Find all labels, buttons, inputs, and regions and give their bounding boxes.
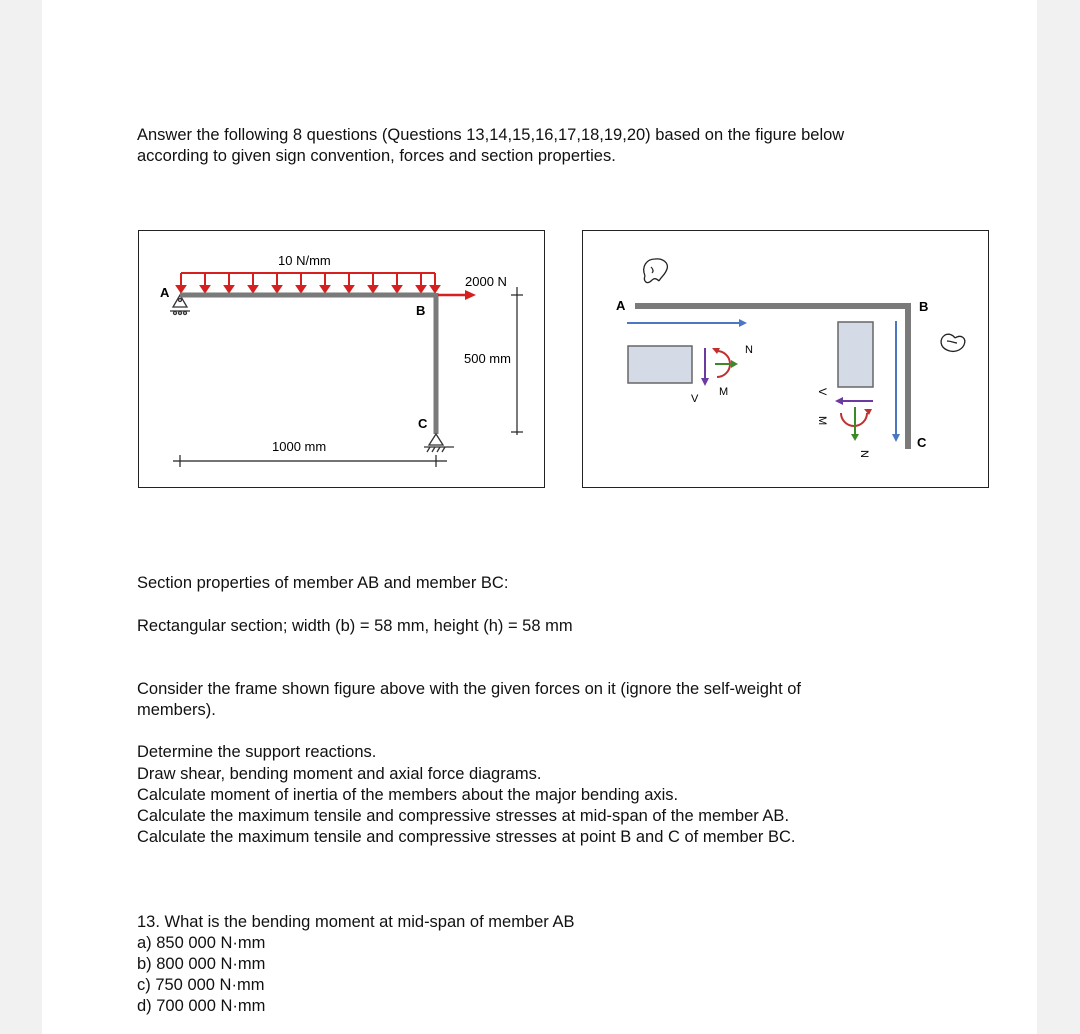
distributed-load-label: 10 N/mm [278,253,331,268]
viewer-face-detail-icon [651,267,653,273]
answer-option-a[interactable]: a) 850 000 N·mm [137,934,266,952]
pin-support-a [170,295,190,315]
ab-axial-arrowhead [731,360,738,368]
task-item: Calculate the maximum tensile and compressive stresses at mid-span of the member AB. [137,807,790,825]
viewer-face-right-detail-icon [947,341,957,343]
task-item: Determine the support reactions. [137,743,377,761]
frame-diagram [139,231,543,486]
ab-shear-label: V [691,393,699,405]
label-point-a: A [616,298,626,313]
label-point-b: B [416,303,426,318]
task-item: Calculate the maximum tensile and compressive stresses at point B and C of member BC. [137,828,796,846]
bc-moment-label: M [816,416,828,426]
bc-axial-label: N [858,450,870,458]
span-dimension-label: 1000 mm [272,439,327,454]
bc-section-block [838,322,873,387]
sign-convention-figure [582,230,989,488]
distributed-load-arrows [177,273,439,292]
ab-axial-label: N [745,344,753,356]
bc-direction-arrowhead [892,434,900,442]
bc-moment-arrowhead [864,409,872,415]
ab-direction-arrowhead [739,319,747,327]
point-force-arrowhead [465,290,476,300]
consider-line-2: members). [137,701,216,719]
viewer-face-right-icon [941,334,965,351]
point-force-label: 2000 N [465,274,507,289]
bc-axial-arrowhead [851,434,859,441]
pin-support-c [424,434,454,452]
label-point-c: C [917,435,927,450]
answer-option-c[interactable]: c) 750 000 N·mm [137,976,265,994]
intro-line-2: according to given sign convention, forces and section properties. [137,147,616,165]
answer-option-b[interactable]: b) 800 000 N·mm [137,955,266,973]
viewer-face-icon [644,259,668,283]
sign-convention-diagram [583,231,987,486]
bc-shear-label: V [816,388,828,396]
label-point-c: C [418,416,428,431]
height-dimension-label: 500 mm [464,351,511,366]
consider-line-1: Consider the frame shown figure above with the given forces on it (ignore the self-weight of [137,680,802,698]
question-text: 13. What is the bending moment at mid-span of member AB [137,913,575,931]
ab-shear-arrowhead [701,378,709,386]
ab-moment-label: M [719,386,729,398]
label-point-a: A [160,285,170,300]
section-dimensions: Rectangular section; width (b) = 58 mm, height (h) = 58 mm [137,617,573,635]
task-item: Calculate moment of inertia of the members about the major bending axis. [137,786,679,804]
frame-figure [138,230,545,488]
section-heading: Section properties of member AB and member BC: [137,574,509,592]
task-item: Draw shear, bending moment and axial force diagrams. [137,765,542,783]
answer-option-d[interactable]: d) 700 000 N·mm [137,997,266,1015]
ab-section-block [628,346,692,383]
intro-line-1: Answer the following 8 questions (Questions 13,14,15,16,17,18,19,20) based on the figure below [137,126,845,144]
label-point-b: B [919,299,929,314]
document-page [42,0,1037,1034]
bc-shear-arrowhead [835,397,843,405]
